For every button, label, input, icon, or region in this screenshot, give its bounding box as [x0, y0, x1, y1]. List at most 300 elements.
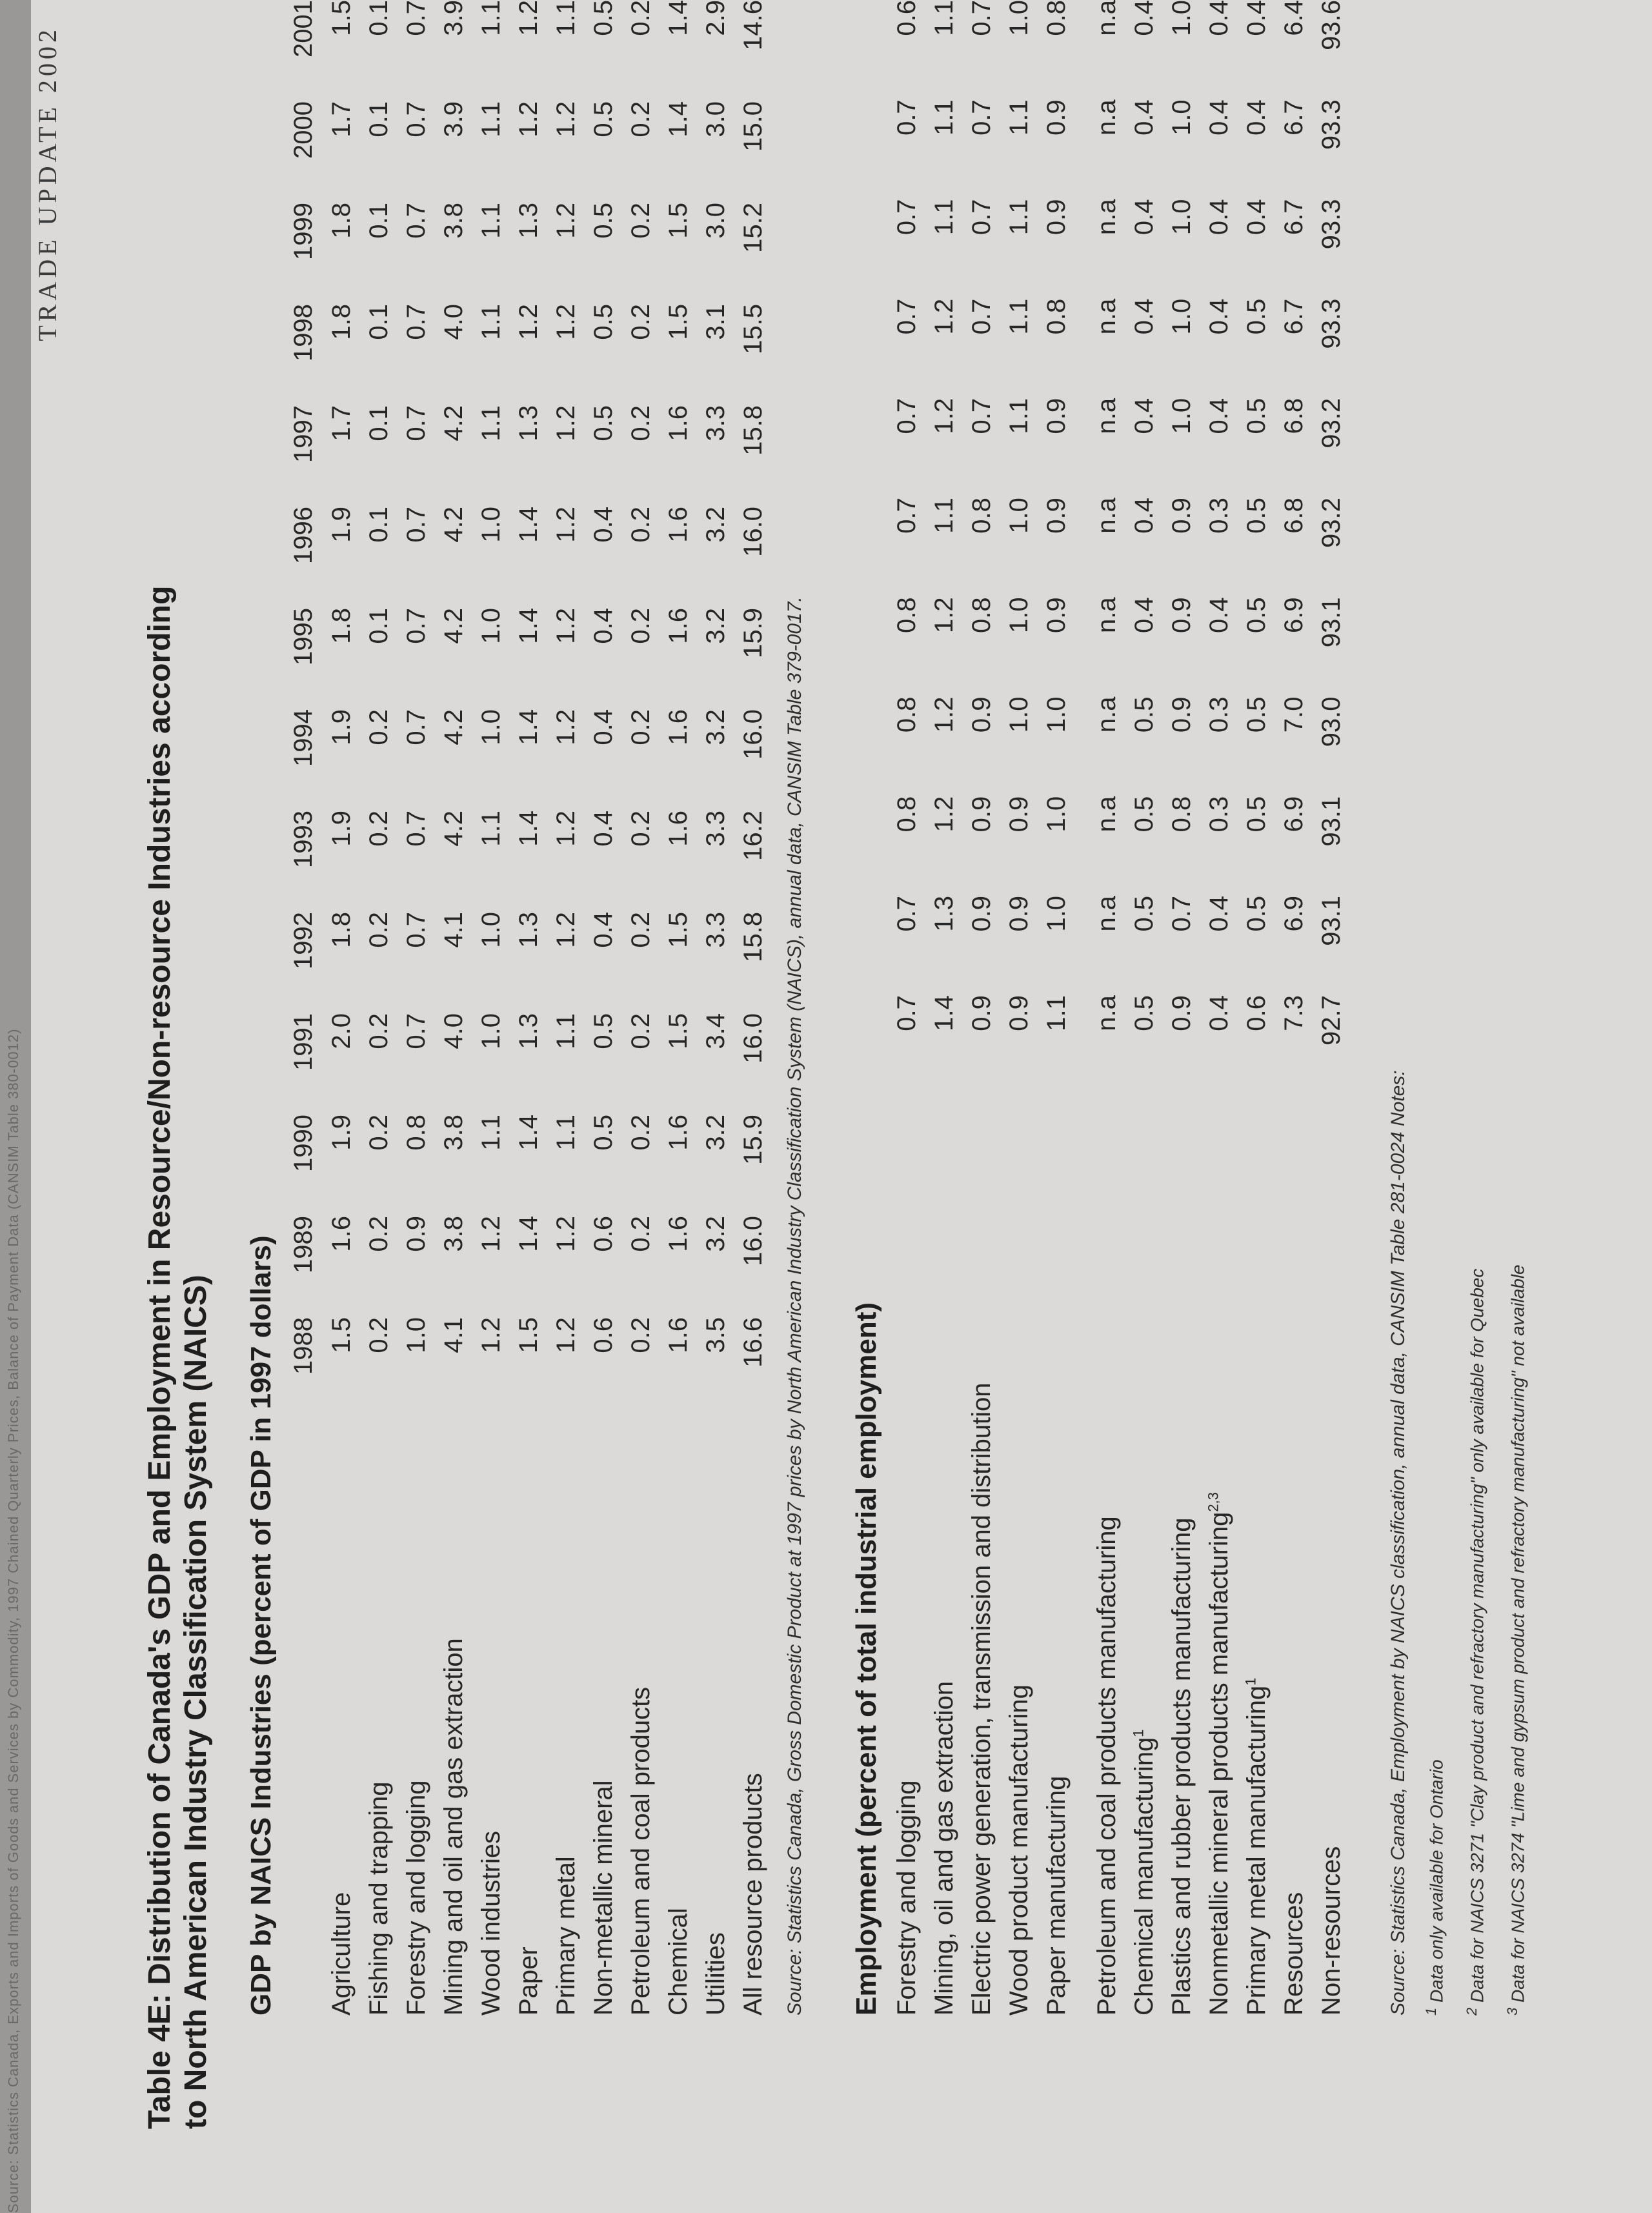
table-cell: 15.2	[738, 203, 767, 253]
table-cell: 1.9	[327, 1115, 356, 1151]
table-cell: 1.7	[327, 405, 356, 441]
table-cell: 0.5	[1129, 895, 1158, 932]
table-cell: 15.5	[738, 304, 767, 354]
employment-source-note: Source: Statistics Canada, Employment by NAICS classification, annual data, CANSIM Table 281-0024 Notes:	[1387, 1070, 1409, 2016]
employment-section-heading: Employment (percent of total industrial employment)	[851, 1302, 882, 2016]
table-row	[1238, 0, 1275, 2016]
table-cell: 0.3	[1204, 498, 1233, 534]
table-row	[472, 0, 510, 2016]
table-cell: 0.4	[589, 507, 618, 543]
table-cell: n.a	[1092, 298, 1121, 335]
table-cell: n.a	[1092, 995, 1121, 1031]
table-cell: 93.2	[1316, 498, 1345, 548]
table-row	[888, 0, 925, 2016]
table-cell: 1.0	[1167, 0, 1196, 36]
table-cell: 1.1	[929, 99, 958, 136]
gdp-table	[284, 0, 772, 2016]
table-row	[1000, 0, 1038, 2016]
empty-cell	[1200, 1191, 1238, 1287]
table-cell: 0.8	[1167, 796, 1196, 833]
table-cell: 0.4	[1204, 298, 1233, 335]
table-cell: 1.1	[551, 1013, 580, 1049]
table-cell: 1.2	[514, 304, 543, 340]
row-label-text: Resources	[1279, 1892, 1308, 2016]
table-row	[435, 0, 472, 2016]
table-cell: 14.6	[738, 0, 767, 50]
table-cell: 0.2	[626, 709, 655, 745]
table-cell: 1.4	[514, 507, 543, 543]
year-header-spacer	[851, 199, 888, 299]
table-cell: 1.3	[929, 895, 958, 932]
row-label: Petroleum and coal products	[626, 1686, 655, 2016]
footnote-mark: 3	[1504, 2007, 1520, 2016]
table-cell: 0.2	[626, 912, 655, 948]
table-cell: 1.1	[551, 1115, 580, 1151]
year-header: 1990	[288, 1115, 317, 1172]
table-cell: 0.4	[589, 912, 618, 948]
row-label: Fishing and trapping	[364, 1781, 393, 2016]
table-cell: 0.2	[626, 811, 655, 847]
empty-cell	[1313, 1095, 1350, 1191]
table-cell: 0.9	[1042, 99, 1071, 136]
employment-table	[851, 0, 1350, 2016]
table-cell: 0.7	[401, 1013, 430, 1049]
table-cell: 1.9	[327, 709, 356, 745]
gdp-year-header-row	[284, 0, 323, 2016]
gdp-section-heading: GDP by NAICS Industries (percent of GDP in 1997 dollars)	[245, 1235, 277, 2016]
table-row	[697, 0, 734, 2016]
table-cell: n.a	[1092, 498, 1121, 534]
table-cell: 1.6	[663, 1115, 692, 1151]
table-row	[1038, 0, 1075, 2016]
year-header-spacer	[851, 796, 888, 896]
year-header-spacer	[851, 995, 888, 1095]
table-cell: n.a	[1092, 0, 1121, 36]
table-cell: 0.7	[401, 709, 430, 745]
table-cell: 0.5	[1129, 696, 1158, 733]
table-cell: 0.7	[892, 298, 921, 335]
table-cell: 1.8	[327, 608, 356, 644]
table-cell: 1.2	[514, 101, 543, 137]
table-cell: 1.9	[327, 811, 356, 847]
table-cell: 1.6	[663, 709, 692, 745]
table-cell: 0.5	[589, 1013, 618, 1049]
row-label: Paper	[514, 1946, 543, 2016]
table-cell: 0.3	[1204, 796, 1233, 833]
table-cell: 4.1	[439, 912, 468, 948]
table-row	[963, 0, 1000, 2016]
table-cell: 0.8	[1042, 298, 1071, 335]
table-cell: 6.7	[1279, 99, 1308, 136]
year-header-spacer	[851, 896, 888, 995]
table-cell: 93.0	[1316, 696, 1345, 747]
table-cell: 0.2	[364, 1013, 393, 1049]
table-cell: 1.4	[514, 709, 543, 745]
table-cell: 1.5	[663, 1013, 692, 1049]
row-label-text: Nonmetallic mineral products manufacturing	[1204, 1511, 1233, 2016]
table-cell: 3.8	[439, 203, 468, 239]
table-cell: 0.7	[401, 101, 430, 137]
row-label	[1038, 1383, 1075, 2016]
table-cell: 0.2	[626, 304, 655, 340]
table-cell: 0.7	[967, 398, 996, 434]
gutter-source-text: Source: Statistics Canada, Exports and Imports of Goods and Services by Commodity, 1997 Chained Quarterly Prices, Balance of Payment Data (CANSIM Table 380-0012)	[5, 1028, 21, 2213]
table-cell: 1.1	[929, 498, 958, 534]
employment-year-header-row	[851, 0, 888, 2016]
row-label: Wood industries	[476, 1830, 505, 2016]
table-cell: 3.4	[701, 1013, 730, 1049]
table-cell: 93.6	[1316, 0, 1345, 50]
table-cell: 1.0	[1167, 298, 1196, 335]
table-cell: 1.0	[1167, 199, 1196, 236]
table-cell: 0.4	[1129, 597, 1158, 633]
empty-cell	[963, 1287, 1000, 1383]
footnote-text: Data only available for Ontario	[1426, 1759, 1447, 2003]
row-label-text: Plastics and rubber products manufacturing	[1167, 1517, 1196, 2016]
table-cell: 6.9	[1279, 895, 1308, 932]
row-label	[1125, 1383, 1163, 2016]
table-cell: 0.1	[364, 608, 393, 644]
table-cell: 1.6	[663, 405, 692, 441]
table-cell: 0.8	[892, 597, 921, 633]
year-header: 1988	[288, 1317, 317, 1375]
table-cell: 1.0	[1004, 498, 1033, 534]
table-cell: 1.5	[663, 203, 692, 239]
table-cell: 0.9	[967, 696, 996, 733]
table-cell: 16.0	[738, 709, 767, 760]
table-cell: 0.4	[1129, 99, 1158, 136]
table-cell: 0.9	[1004, 995, 1033, 1031]
table-cell: 0.7	[892, 199, 921, 236]
table-cell: 0.9	[1042, 498, 1071, 534]
year-header: 1998	[288, 304, 317, 361]
table-cell: 93.1	[1316, 796, 1345, 847]
table-row	[585, 0, 622, 2016]
table-cell: 1.0	[1004, 0, 1033, 36]
row-label: All resource products	[738, 1773, 767, 2016]
empty-cell	[925, 1287, 963, 1383]
table-row	[547, 0, 585, 2016]
table-row	[323, 0, 360, 2016]
year-header: 1995	[288, 608, 317, 665]
table-cell: 0.7	[967, 298, 996, 335]
table-cell: 93.1	[1316, 597, 1345, 648]
table-cell: 1.7	[327, 101, 356, 137]
table-cell: 2.0	[327, 1013, 356, 1049]
table-row	[1313, 0, 1350, 2016]
table-cell: 1.3	[514, 405, 543, 441]
table-cell: 0.2	[364, 709, 393, 745]
table-cell: 0.2	[626, 1013, 655, 1049]
table-cell: 3.2	[701, 608, 730, 644]
table-cell: 0.7	[1167, 895, 1196, 932]
table-cell: 0.7	[892, 398, 921, 434]
table-cell: 1.6	[663, 1317, 692, 1353]
table-cell: 0.8	[892, 796, 921, 833]
table-cell: 1.0	[1167, 398, 1196, 434]
table-cell: 3.2	[701, 1115, 730, 1151]
table-cell: 0.5	[1242, 895, 1271, 932]
table-cell: 1.2	[929, 398, 958, 434]
table-cell: 0.2	[626, 608, 655, 644]
table-cell: 0.7	[401, 507, 430, 543]
table-cell: 1.1	[1004, 99, 1033, 136]
table-cell: 0.6	[589, 1317, 618, 1353]
footnote-reference: 1	[1130, 1729, 1147, 1737]
table-cell: 3.9	[439, 101, 468, 137]
table-cell: 1.2	[551, 811, 580, 847]
row-label	[925, 1383, 963, 2016]
empty-cell	[1125, 1191, 1163, 1287]
empty-cell	[1163, 1287, 1200, 1383]
table-row	[1125, 0, 1163, 2016]
table-cell: 1.1	[476, 304, 505, 340]
table-cell: 1.0	[1167, 99, 1196, 136]
binding-gutter	[0, 0, 31, 2213]
table-cell: 1.1	[551, 0, 580, 36]
table-cell: 1.8	[327, 203, 356, 239]
table-cell: 0.4	[589, 811, 618, 847]
table-row	[1200, 0, 1238, 2016]
table-cell: 7.3	[1279, 995, 1308, 1031]
row-label	[1238, 1383, 1275, 2016]
table-cell: 3.2	[701, 1216, 730, 1252]
table-cell: 93.3	[1316, 99, 1345, 150]
table-cell: 1.4	[514, 811, 543, 847]
row-label	[1313, 1383, 1350, 2016]
table-cell: 0.9	[967, 796, 996, 833]
table-cell: 1.1	[1004, 199, 1033, 236]
table-cell: 1.0	[1004, 696, 1033, 733]
table-cell: 1.0	[1004, 597, 1033, 633]
running-head: TRADE UPDATE 2002	[33, 26, 62, 341]
table-cell: 4.0	[439, 1013, 468, 1049]
table-cell: 0.5	[589, 304, 618, 340]
table-cell: 3.1	[701, 304, 730, 340]
row-label-text: Petroleum and coal products manufacturing	[1092, 1516, 1121, 2016]
year-header: 1999	[288, 203, 317, 260]
table-cell: 1.2	[551, 709, 580, 745]
table-cell: 1.6	[663, 608, 692, 644]
table-row	[660, 0, 697, 2016]
row-label: Forestry and logging	[401, 1780, 430, 2016]
table-cell: 1.1	[1004, 398, 1033, 434]
year-header: 1992	[288, 912, 317, 969]
year-header-spacer	[851, 498, 888, 597]
row-label-text: Forestry and logging	[892, 1780, 921, 2016]
year-header: 1993	[288, 811, 317, 868]
empty-cell	[1038, 1191, 1075, 1287]
table-cell: 0.9	[401, 1216, 430, 1252]
table-cell: 1.4	[514, 1216, 543, 1252]
table-cell: 0.2	[626, 1317, 655, 1353]
table-cell: 1.0	[476, 709, 505, 745]
table-cell: 1.2	[551, 1216, 580, 1252]
table-cell: 1.1	[476, 0, 505, 36]
table-row	[1088, 0, 1125, 2016]
year-header: 2001	[288, 0, 317, 57]
row-label-text: Primary metal manufacturing	[1242, 1685, 1271, 2016]
table-cell: 3.0	[701, 203, 730, 239]
table-cell: 0.2	[364, 1115, 393, 1151]
table-cell: 0.4	[1129, 0, 1158, 36]
footnote-2	[1464, 1269, 1487, 2016]
table-cell: 0.4	[1204, 398, 1233, 434]
table-cell: 3.8	[439, 1216, 468, 1252]
table-cell: n.a	[1092, 597, 1121, 633]
table-cell: 0.9	[1167, 995, 1196, 1031]
table-cell: 0.7	[401, 608, 430, 644]
table-cell: 0.8	[967, 498, 996, 534]
table-cell: 0.4	[1204, 199, 1233, 236]
table-cell: 1.2	[476, 1216, 505, 1252]
table-cell: 0.7	[892, 99, 921, 136]
table-cell: 93.2	[1316, 398, 1345, 449]
empty-cell	[1275, 1287, 1313, 1383]
table-cell: 93.3	[1316, 298, 1345, 349]
table-cell: 1.0	[1042, 696, 1071, 733]
table-cell: 0.2	[364, 1216, 393, 1252]
table-cell: 1.2	[929, 696, 958, 733]
table-cell: 16.0	[738, 507, 767, 557]
row-label	[1275, 1383, 1313, 2016]
table-cell: 0.2	[626, 507, 655, 543]
table-cell: 0.5	[589, 0, 618, 36]
row-label: Non-metallic mineral	[589, 1780, 618, 2016]
table-cell: 15.8	[738, 912, 767, 962]
table-cell: 0.3	[1204, 696, 1233, 733]
table-cell: 0.2	[364, 811, 393, 847]
table-cell: 0.1	[364, 0, 393, 36]
table-cell: 1.6	[663, 1216, 692, 1252]
table-cell: 3.2	[701, 507, 730, 543]
year-header: 1991	[288, 1013, 317, 1071]
year-header-spacer	[851, 697, 888, 796]
table-cell: 0.8	[967, 597, 996, 633]
empty-cell	[925, 1191, 963, 1287]
table-cell: 0.9	[967, 995, 996, 1031]
table-cell: 0.5	[1129, 995, 1158, 1031]
table-cell: n.a	[1092, 99, 1121, 136]
table-cell: 3.5	[701, 1317, 730, 1353]
table-cell: 0.9	[1167, 597, 1196, 633]
table-cell: n.a	[1092, 398, 1121, 434]
table-cell: 1.2	[551, 608, 580, 644]
table-cell: 1.5	[327, 1317, 356, 1353]
table-cell: 0.6	[589, 1216, 618, 1252]
table-cell: 1.0	[476, 1013, 505, 1049]
table-cell: 0.7	[892, 895, 921, 932]
empty-cell	[1238, 1095, 1275, 1191]
table-cell: 93.3	[1316, 199, 1345, 250]
table-cell: 1.4	[929, 995, 958, 1031]
table-cell: 1.8	[327, 304, 356, 340]
table-cell: 0.9	[967, 895, 996, 932]
table-cell: 0.2	[626, 1216, 655, 1252]
table-cell: 0.7	[401, 304, 430, 340]
footnote-mark: 2	[1464, 2007, 1480, 2016]
footnote-reference: 1	[1242, 1677, 1259, 1686]
table-cell: 1.5	[663, 912, 692, 948]
year-header: 1994	[288, 709, 317, 767]
table-cell: 1.0	[401, 1317, 430, 1353]
table-cell: 0.9	[1042, 398, 1071, 434]
table-cell: 0.4	[589, 608, 618, 644]
table-cell: 0.1	[364, 405, 393, 441]
empty-cell	[1238, 1191, 1275, 1287]
year-header-spacer	[851, 299, 888, 398]
table-cell: 1.5	[514, 1317, 543, 1353]
table-cell: 1.1	[476, 1115, 505, 1151]
row-label: Utilities	[701, 1932, 730, 2016]
empty-cell	[1163, 1095, 1200, 1191]
table-cell: 3.3	[701, 405, 730, 441]
gap-cell	[1075, 1383, 1088, 2016]
table-cell: 1.2	[514, 0, 543, 36]
table-cell: 0.8	[892, 696, 921, 733]
table-cell: 1.2	[476, 1317, 505, 1353]
empty-cell	[1163, 1191, 1200, 1287]
table-cell: 0.4	[1242, 0, 1271, 36]
table-cell: 6.9	[1279, 597, 1308, 633]
table-cell: 1.6	[663, 811, 692, 847]
table-title: Table 4E: Distribution of Canada's GDP and Employment in Resource/Non-resource Industries according to North American Industry Classification System (NAICS)	[143, 585, 213, 2129]
table-cell: 1.9	[327, 507, 356, 543]
table-cell: 3.3	[701, 912, 730, 948]
table-cell: 7.0	[1279, 696, 1308, 733]
table-cell: 0.7	[401, 203, 430, 239]
table-row	[510, 0, 547, 2016]
table-cell: 6.4	[1279, 0, 1308, 36]
empty-cell	[888, 1287, 925, 1383]
row-label	[1000, 1383, 1038, 2016]
row-label	[1088, 1383, 1125, 2016]
year-header: 1989	[288, 1216, 317, 1273]
table-cell: 15.8	[738, 405, 767, 456]
table-cell: 1.1	[929, 199, 958, 236]
empty-cell	[1200, 1287, 1238, 1383]
table-cell: 1.2	[551, 101, 580, 137]
table-cell: 0.7	[892, 995, 921, 1031]
table-cell: 0.7	[401, 912, 430, 948]
table-cell: 1.5	[327, 0, 356, 36]
table-cell: 0.1	[364, 507, 393, 543]
table-cell: 0.5	[1242, 696, 1271, 733]
footnote-text: Data for NAICS 3274 "Lime and gypsum product and refractory manufacturing" not available	[1507, 1264, 1528, 2003]
empty-cell	[1000, 1191, 1038, 1287]
empty-cell	[1313, 1287, 1350, 1383]
table-cell: 6.8	[1279, 498, 1308, 534]
table-cell: 1.1	[476, 101, 505, 137]
table-cell: 0.7	[401, 405, 430, 441]
empty-cell	[1238, 1287, 1275, 1383]
table-cell: 0.9	[1167, 498, 1196, 534]
table-cell: n.a	[1092, 696, 1121, 733]
table-cell: 0.9	[1042, 597, 1071, 633]
table-cell: 3.3	[701, 811, 730, 847]
table-cell: 1.2	[551, 912, 580, 948]
table-cell: 0.4	[1129, 498, 1158, 534]
table-cell: 0.4	[1129, 199, 1158, 236]
table-cell: 0.4	[1204, 895, 1233, 932]
row-label-text: Wood product manufacturing	[1004, 1684, 1033, 2016]
table-cell: 1.0	[476, 912, 505, 948]
table-row	[1163, 0, 1200, 2016]
row-label	[963, 1383, 1000, 2016]
table-cell: 16.6	[738, 1317, 767, 1368]
table-cell: 0.4	[1204, 597, 1233, 633]
table-cell: 0.4	[589, 709, 618, 745]
